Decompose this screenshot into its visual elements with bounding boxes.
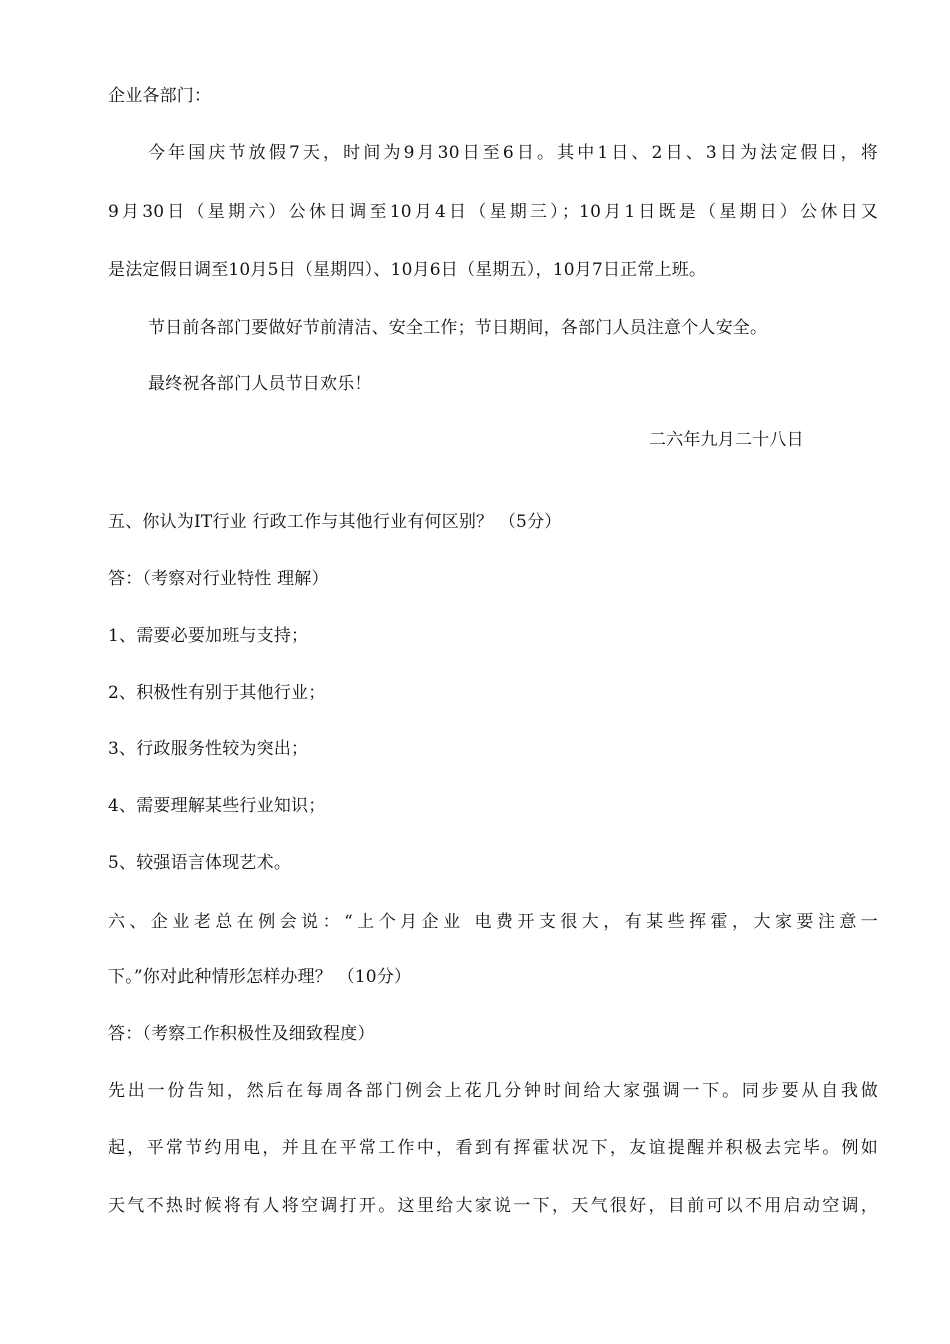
question-6-answer-line-2: 起，平常节约用电，并且在平常工作中，看到有挥霍状况下，友谊提醒并积极去完毕。例如 bbox=[108, 1138, 878, 1158]
list-item: 3、行政服务性较为突出； bbox=[108, 739, 309, 759]
question-6-answer-line-3: 天气不热时候将有人将空调打开。这里给大家说一下，天气很好，目前可以不用启动空调， bbox=[108, 1196, 878, 1216]
notice-paragraph-1-line-1: 今年国庆节放假7天，时间为9月30日至6日。其中1日、2日、3日为法定假日，将 bbox=[148, 143, 878, 163]
list-item: 2、积极性有别于其他行业； bbox=[108, 683, 326, 703]
question-6-answer-line-1: 先出一份告知，然后在每周各部门例会上花几分钟时间给大家强调一下。同步要从自我做 bbox=[108, 1081, 878, 1101]
notice-salutation: 企业各部门： bbox=[108, 86, 212, 106]
question-5: 五、你认为IT行业 行政工作与其他行业有何区别？ （5分） bbox=[108, 512, 562, 532]
question-6-line-2: 下。”你对此种情形怎样办理？ （10分） bbox=[108, 967, 412, 987]
notice-paragraph-1-line-2: 9月30日（星期六）公休日调至10月4日（星期三）；10月1日既是（星期日）公休日又 bbox=[108, 202, 878, 222]
list-item: 5、较强语言体现艺术。 bbox=[108, 853, 292, 873]
notice-paragraph-2: 节日前各部门要做好节前清洁、安全工作；节日期间，各部门人员注意个人安全。 bbox=[148, 318, 768, 338]
question-5-answer-label: 答：（考察对行业特性 理解） bbox=[108, 569, 329, 589]
question-6-answer-label: 答：（考察工作积极性及细致程度） bbox=[108, 1024, 375, 1044]
list-item: 4、需要理解某些行业知识； bbox=[108, 796, 326, 816]
notice-date: 二六年九月二十八日 bbox=[649, 430, 804, 450]
notice-paragraph-1-line-3: 是法定假日调至10月5日（星期四）、10月6日（星期五），10月7日正常上班。 bbox=[108, 260, 707, 280]
notice-paragraph-3: 最终祝各部门人员节日欢乐！ bbox=[148, 374, 372, 394]
question-6-line-1: 六、企业老总在例会说：“上个月企业 电费开支很大，有某些挥霍，大家要注意一 bbox=[108, 912, 878, 932]
list-item: 1、需要必要加班与支持； bbox=[108, 626, 309, 646]
